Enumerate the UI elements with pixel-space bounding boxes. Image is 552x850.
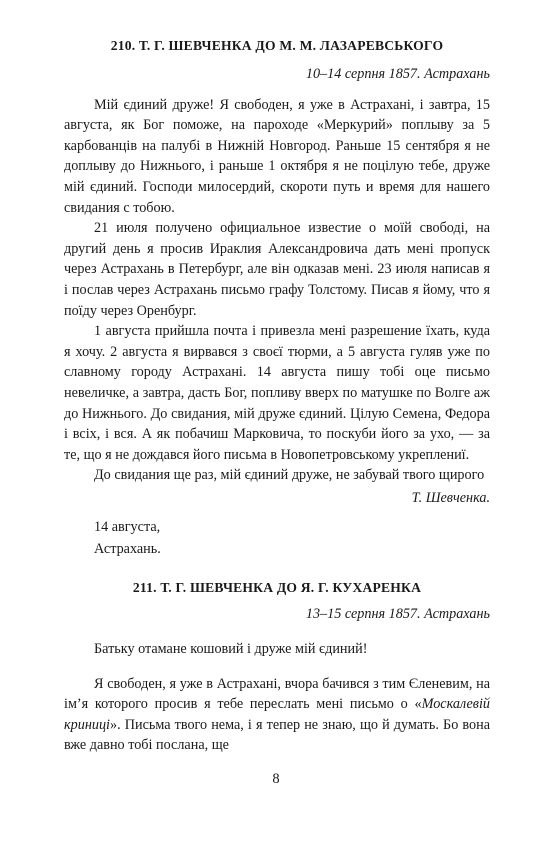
letter-postscript: [64, 516, 490, 560]
letter-paragraph: 21 июля получено официальное известие о моїй свободі, на другий день я просив Ираклия Александровича дать мені пропуск через Астрахань в Петербург, але він одказав мені. 23 июля написав я і послав через Астрахань письмо графу Толстому. Писав я йому, что я поїду через Оренбург.: [64, 220, 490, 319]
paragraph-text: ». Письма твого нема, і я тепер не знаю, що й думать. Бо вона вже давно тобі послана, ще: [64, 716, 490, 754]
letter-greeting: Батьку отамане кошовий і друже мій єдиний!: [94, 641, 368, 658]
postscript-date: 14 августа,: [94, 519, 161, 536]
letter-signature: Т. Шевченка.: [411, 489, 490, 506]
emphasized-title: Москалевій криниці: [64, 696, 490, 733]
letter-paragraph: До свидания ще раз, мій єдиний друже, не забувай твого щирого: [94, 467, 485, 484]
letter-paragraph: 1 августа прийшла почта і привезла мені разрешение їхать, куда я хочу. 2 августа я вирвався з своєї тюрми, а 5 августа гуляв уже по славному городу Астрахані. 14 августа пишу тобі оце письмо невеличке, а завтра, дасть Бог, попливу вверх по матушке по Волге аж до Нижнього. До свидания, мій друже єдиний. Цілую Семена, Федора і всіх, і вся. А як побачиш Марковича, то поскуби його за ухо, — за те, що я не дождався його письма в Новопетровському укреплениї.: [64, 323, 490, 463]
paragraph-text: Я свободен, я уже в Астрахані, вчора бачився з тим Єленевим, на ім’я которого просив я тебе переслать мені письмо о «: [64, 675, 490, 713]
letter-211: [64, 578, 490, 756]
page-number: 8: [272, 771, 280, 787]
letter-dateline: 10–14 серпня 1857. Астрахань: [305, 66, 490, 82]
postscript-place: Астрахань.: [94, 541, 161, 558]
letter-heading: 210. Т. Г. ШЕВЧЕНКА ДО М. М. ЛАЗАРЕВСЬКОГО: [110, 38, 444, 53]
letter-dateline: 13–15 серпня 1857. Астрахань: [305, 606, 490, 623]
page-content: [64, 36, 490, 756]
letter-210: [64, 36, 490, 560]
letter-heading: 211. Т. Г. ШЕВЧЕНКА ДО Я. Г. КУХАРЕНКА: [132, 580, 422, 596]
letter-paragraph: [64, 674, 490, 756]
letter-paragraph: Мій єдиний друже! Я свободен, я уже в Астрахані, і завтра, 15 августа, як Бог поможе, на пароходе «Меркурий» поплыву за 5 карбованців на палубі в Нижній Новгород. Раньше 15 сентября я не доплыву до Нижнього, і раньше 1 октября я не поцілую тебе, друже мій єдиний. Господи милосердий, скорoти путь и время для нашего свидания с тобою.: [64, 96, 490, 216]
